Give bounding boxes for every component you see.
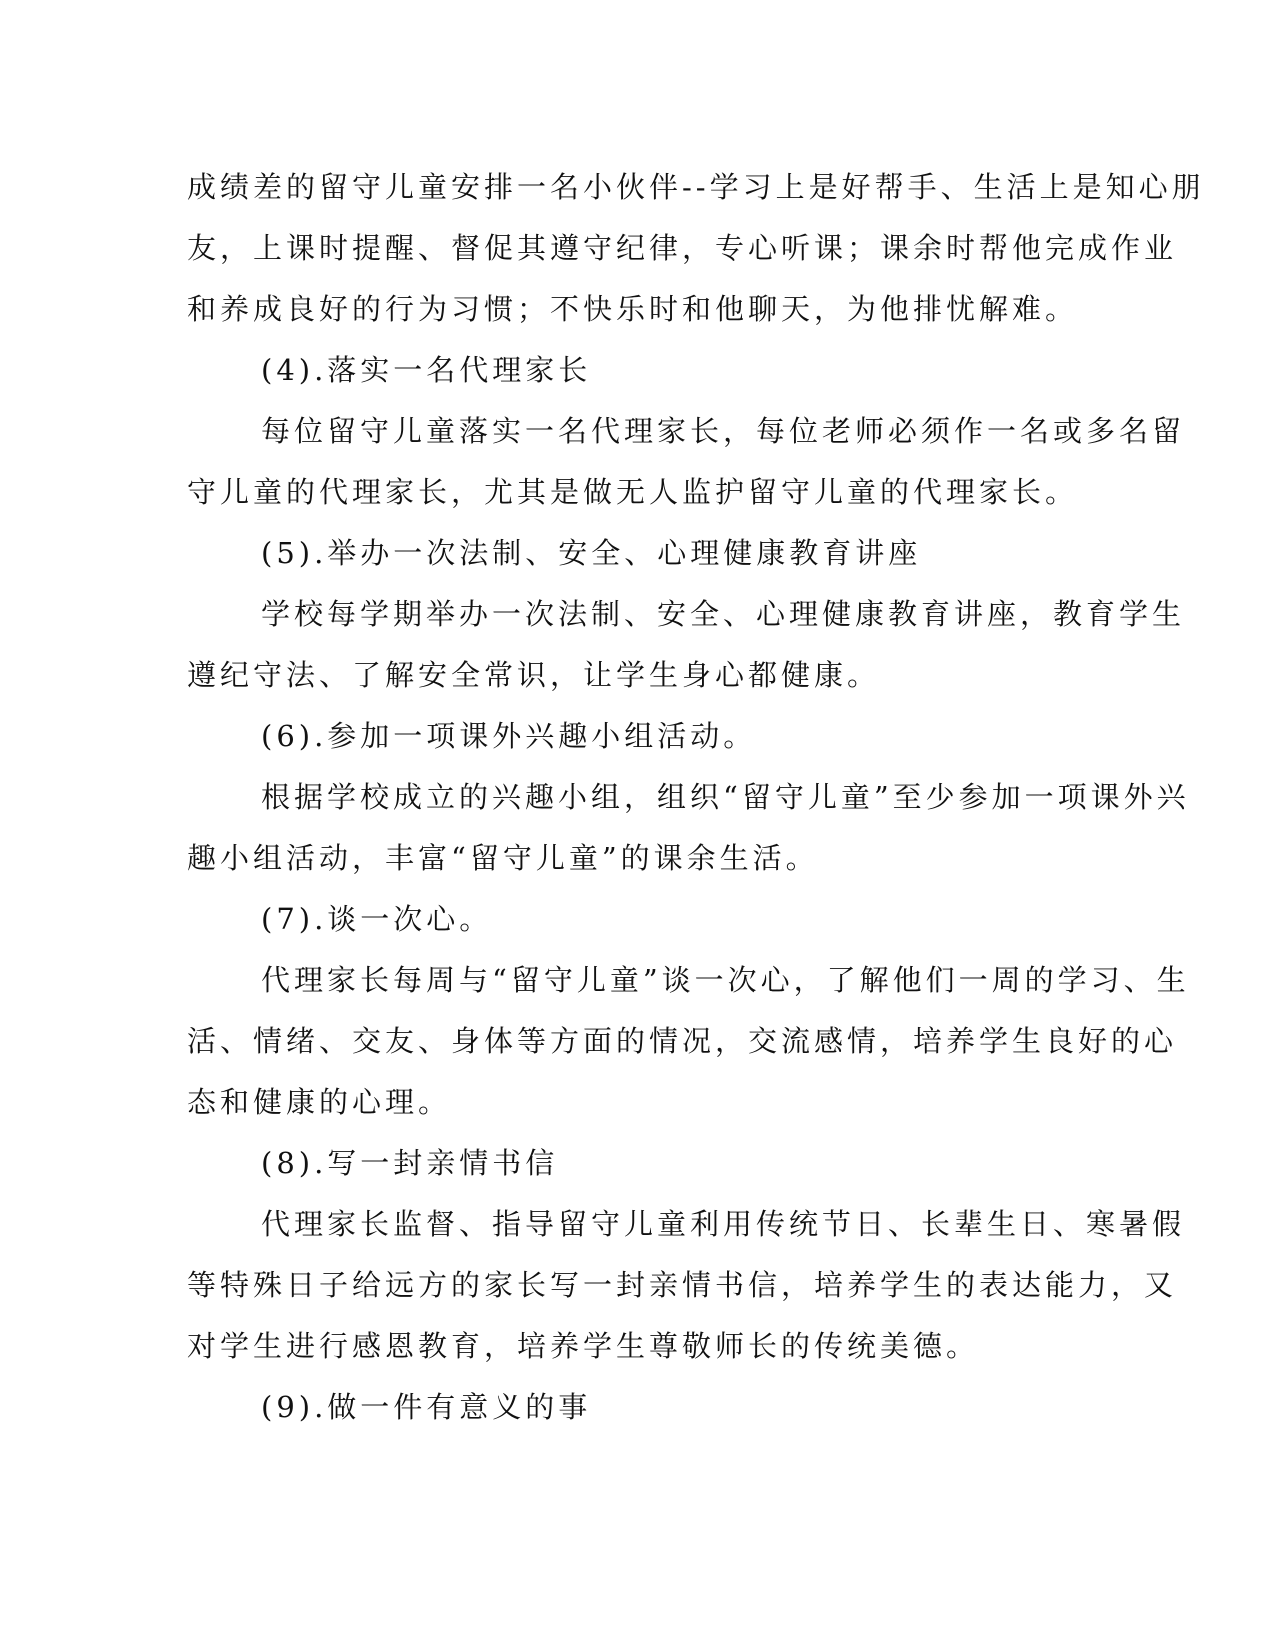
section-heading-8: (8).写一封亲情书信 [261, 1146, 559, 1180]
section-heading-6: (6).参加一项课外兴趣小组活动。 [261, 719, 757, 753]
body-line: 守儿童的代理家长，尤其是做无人监护留守儿童的代理家长。 [187, 475, 1079, 509]
body-line: 和养成良好的行为习惯；不快乐时和他聊天，为他排忧解难。 [187, 292, 1079, 326]
body-line: 对学生进行感恩教育，培养学生尊敬师长的传统美德。 [187, 1329, 980, 1363]
section-heading-4: (4).落实一名代理家长 [261, 353, 592, 387]
body-line: 代理家长每周与“留守儿童”谈一次心，了解他们一周的学习、生 [261, 963, 1190, 997]
section-heading-9: (9).做一件有意义的事 [261, 1390, 592, 1424]
body-line: 活、情绪、交友、身体等方面的情况，交流感情，培养学生良好的心 [187, 1024, 1178, 1058]
section-heading-5: (5).举办一次法制、安全、心理健康教育讲座 [261, 536, 922, 570]
body-line: 趣小组活动，丰富“留守儿童”的课余生活。 [187, 841, 819, 875]
body-line: 学校每学期举办一次法制、安全、心理健康教育讲座，教育学生 [261, 597, 1186, 631]
body-line: 成绩差的留守儿童安排一名小伙伴--学习上是好帮手、生活上是知心朋 [187, 170, 1205, 204]
body-line: 每位留守儿童落实一名代理家长，每位老师必须作一名或多名留 [261, 414, 1186, 448]
body-line: 友，上课时提醒、督促其遵守纪律，专心听课；课余时帮他完成作业 [187, 231, 1178, 265]
document-body [187, 157, 1205, 1438]
body-line: 代理家长监督、指导留守儿童利用传统节日、长辈生日、寒暑假 [261, 1207, 1186, 1241]
body-line: 态和健康的心理。 [187, 1085, 452, 1119]
body-line: 遵纪守法、了解安全常识，让学生身心都健康。 [187, 658, 881, 692]
body-line: 等特殊日子给远方的家长写一封亲情书信，培养学生的表达能力，又 [187, 1268, 1178, 1302]
body-line: 根据学校成立的兴趣小组，组织“留守儿童”至少参加一项课外兴 [261, 780, 1190, 814]
section-heading-7: (7).谈一次心。 [261, 902, 493, 936]
